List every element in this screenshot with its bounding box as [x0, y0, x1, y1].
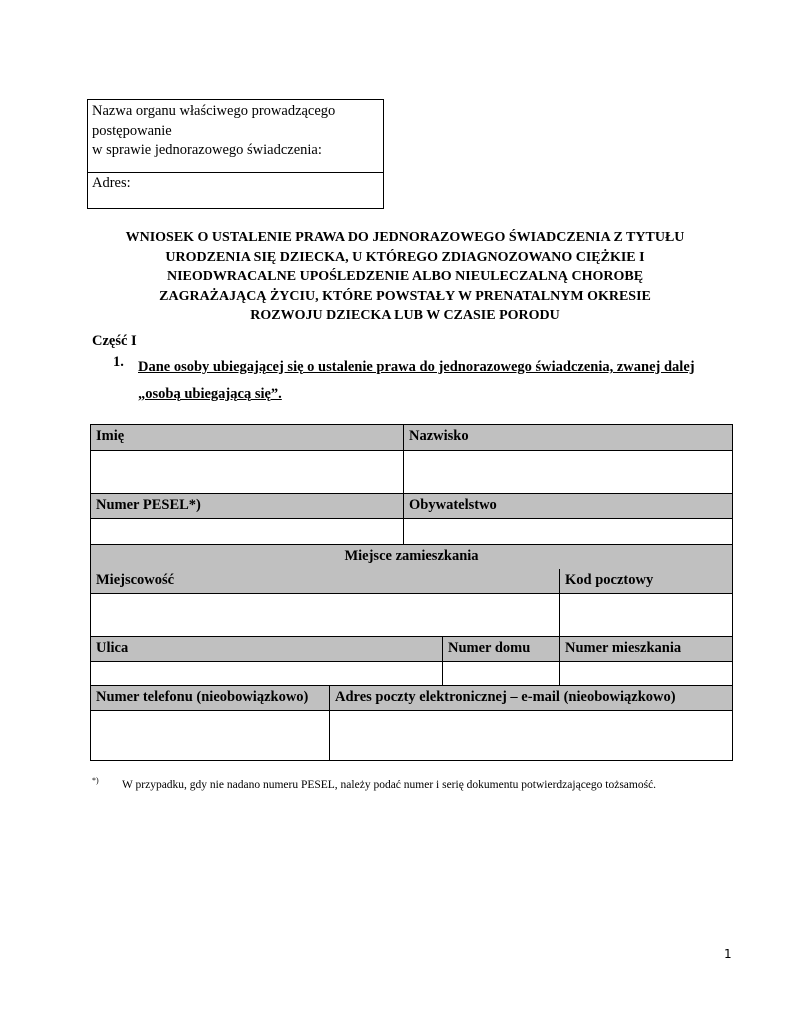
citizenship-field[interactable] [404, 519, 732, 545]
citizenship-header: Obywatelstwo [404, 494, 732, 519]
postal-code-header: Kod pocztowy [560, 569, 732, 594]
house-number-header: Numer domu [443, 637, 560, 662]
applicant-form-table [90, 424, 733, 761]
footnote-text: W przypadku, gdy nie nadano numeru PESEL, należy podać numer i serię dokumentu potwierdzającego tożsamość. [122, 779, 657, 791]
pesel-field[interactable] [91, 519, 404, 545]
title-line: ZAGRAŻAJĄCĄ ŻYCIU, KTÓRE POWSTAŁY W PRENATALNYM OKRESIE [159, 288, 651, 304]
authority-name-cell[interactable] [88, 100, 383, 173]
section-heading: Dane osoby ubiegającej się o ustalenie prawa do jednorazowego świadczenia, zwanej dalej „osobą ubiegającą się”. [138, 359, 695, 402]
city-field[interactable] [91, 594, 560, 637]
authority-box [87, 99, 384, 209]
title-line: NIEODWRACALNE UPOŚLEDZENIE ALBO NIEULECZALNĄ CHOROBĘ [166, 269, 644, 284]
first-name-field[interactable] [91, 451, 404, 494]
last-name-field[interactable] [404, 451, 732, 494]
document-title [80, 228, 730, 326]
postal-code-field[interactable] [560, 594, 732, 637]
residence-header: Miejsce zamieszkania [91, 545, 732, 569]
section-number: 1. [113, 354, 124, 370]
footnote-marker: *) [92, 776, 99, 785]
authority-name-line: w sprawie jednorazowego świadczenia: [92, 142, 322, 158]
email-field[interactable] [330, 711, 732, 760]
authority-name-label [92, 102, 335, 161]
last-name-header: Nazwisko [404, 425, 732, 451]
street-field[interactable] [91, 662, 443, 686]
city-header: Miejscowość [91, 569, 560, 594]
authority-name-line: postępowanie [92, 122, 172, 139]
phone-field[interactable] [91, 711, 330, 760]
authority-address-label: Adres: [92, 175, 131, 191]
first-name-header: Imię [91, 425, 404, 451]
title-line: WNIOSEK O USTALENIE PRAWA DO JEDNORAZOWEGO ŚWIADCZENIA Z TYTUŁU [125, 230, 685, 245]
house-number-field[interactable] [443, 662, 560, 686]
apartment-number-field[interactable] [560, 662, 732, 686]
page-number: 1 [724, 947, 732, 961]
pesel-header: Numer PESEL*) [91, 494, 404, 519]
phone-header: Numer telefonu (nieobowiązkowo) [91, 686, 330, 711]
email-header: Adres poczty elektronicznej – e-mail (nieobowiązkowo) [330, 686, 732, 711]
part-label: Część I [92, 333, 137, 349]
street-header: Ulica [91, 637, 443, 662]
apartment-number-header: Numer mieszkania [560, 637, 732, 662]
authority-name-line: Nazwa organu właściwego prowadzącego [92, 103, 336, 119]
title-line: ROZWOJU DZIECKA LUB W CZASIE PORODU [250, 308, 560, 323]
title-line: URODZENIA SIĘ DZIECKA, U KTÓREGO ZDIAGNOZOWANO CIĘŻKIE I [165, 249, 645, 265]
